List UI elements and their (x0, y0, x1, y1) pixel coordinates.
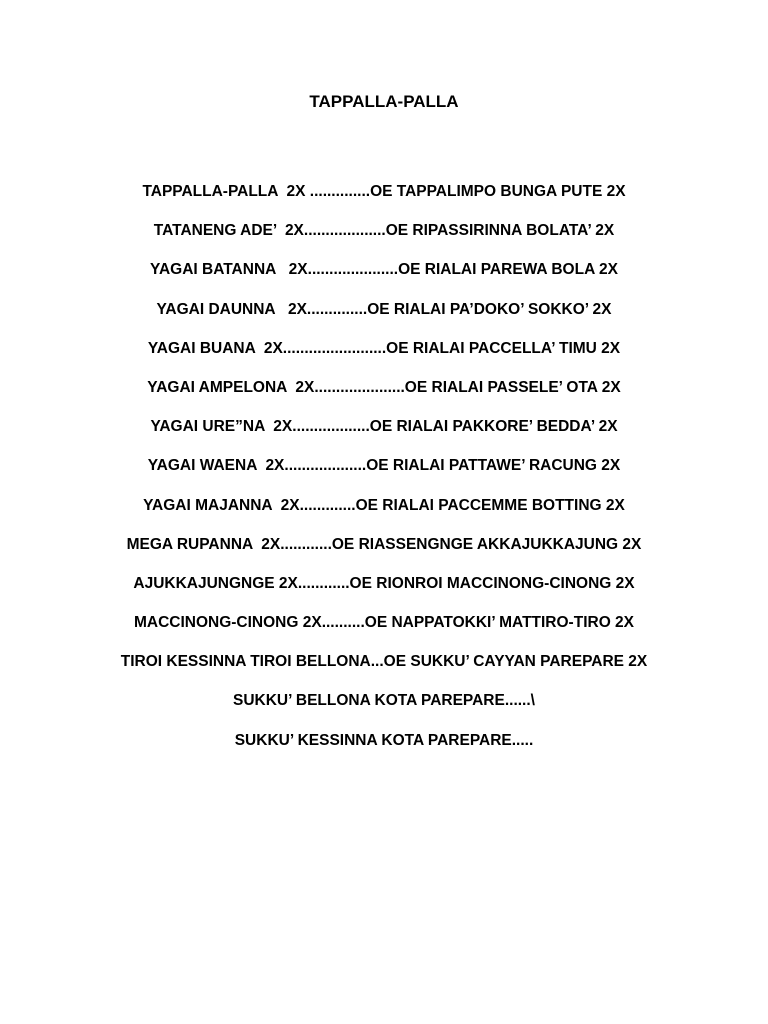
lyric-line: YAGAI BATANNA 2X.....................OE RIALAI PAREWA BOLA 2X (150, 261, 618, 279)
lyric-line: TIROI KESSINNA TIROI BELLONA...OE SUKKU’ CAYYAN PAREPARE 2X (120, 653, 648, 671)
lyric-line: YAGAI MAJANNA 2X.............OE RIALAI PACCEMME BOTTING 2X (143, 496, 625, 514)
lyric-line: TATANENG ADE’ 2X...................OE RIPASSIRINNA BOLATA’ 2X (153, 222, 615, 240)
lyric-line: YAGAI WAENA 2X...................OE RIALAI PATTAWE’ RACUNG 2X (147, 457, 621, 475)
lyric-line: YAGAI DAUNNA 2X..............OE RIALAI PA’DOKO’ SOKKO’ 2X (156, 300, 612, 318)
document-title: TAPPALLA-PALLA (309, 92, 459, 111)
lyric-line: SUKKU’ BELLONA KOTA PAREPARE......\ (233, 692, 535, 710)
lyric-line: SUKKU’ KESSINNA KOTA PAREPARE..... (234, 731, 534, 749)
lyric-line: YAGAI BUANA 2X........................OE RIALAI PACCELLA’ TIMU 2X (147, 339, 621, 357)
lyric-line: YAGAI AMPELONA 2X.....................OE RIALAI PASSELE’ OTA 2X (147, 378, 621, 396)
lyric-line: MEGA RUPANNA 2X............OE RIASSENGNGE AKKAJUKKAJUNG 2X (126, 535, 642, 553)
lyric-line: AJUKKAJUNGNGE 2X............OE RIONROI MACCINONG-CINONG 2X (133, 574, 635, 592)
lyric-line: YAGAI URE”NA 2X..................OE RIALAI PAKKORE’ BEDDA’ 2X (150, 418, 618, 436)
lyric-line: TAPPALLA-PALLA 2X ..............OE TAPPALIMPO BUNGA PUTE 2X (142, 183, 626, 200)
lyrics-block (0, 180, 768, 768)
lyric-line: MACCINONG-CINONG 2X..........OE NAPPATOKKI’ MATTIRO-TIRO 2X (133, 614, 635, 632)
